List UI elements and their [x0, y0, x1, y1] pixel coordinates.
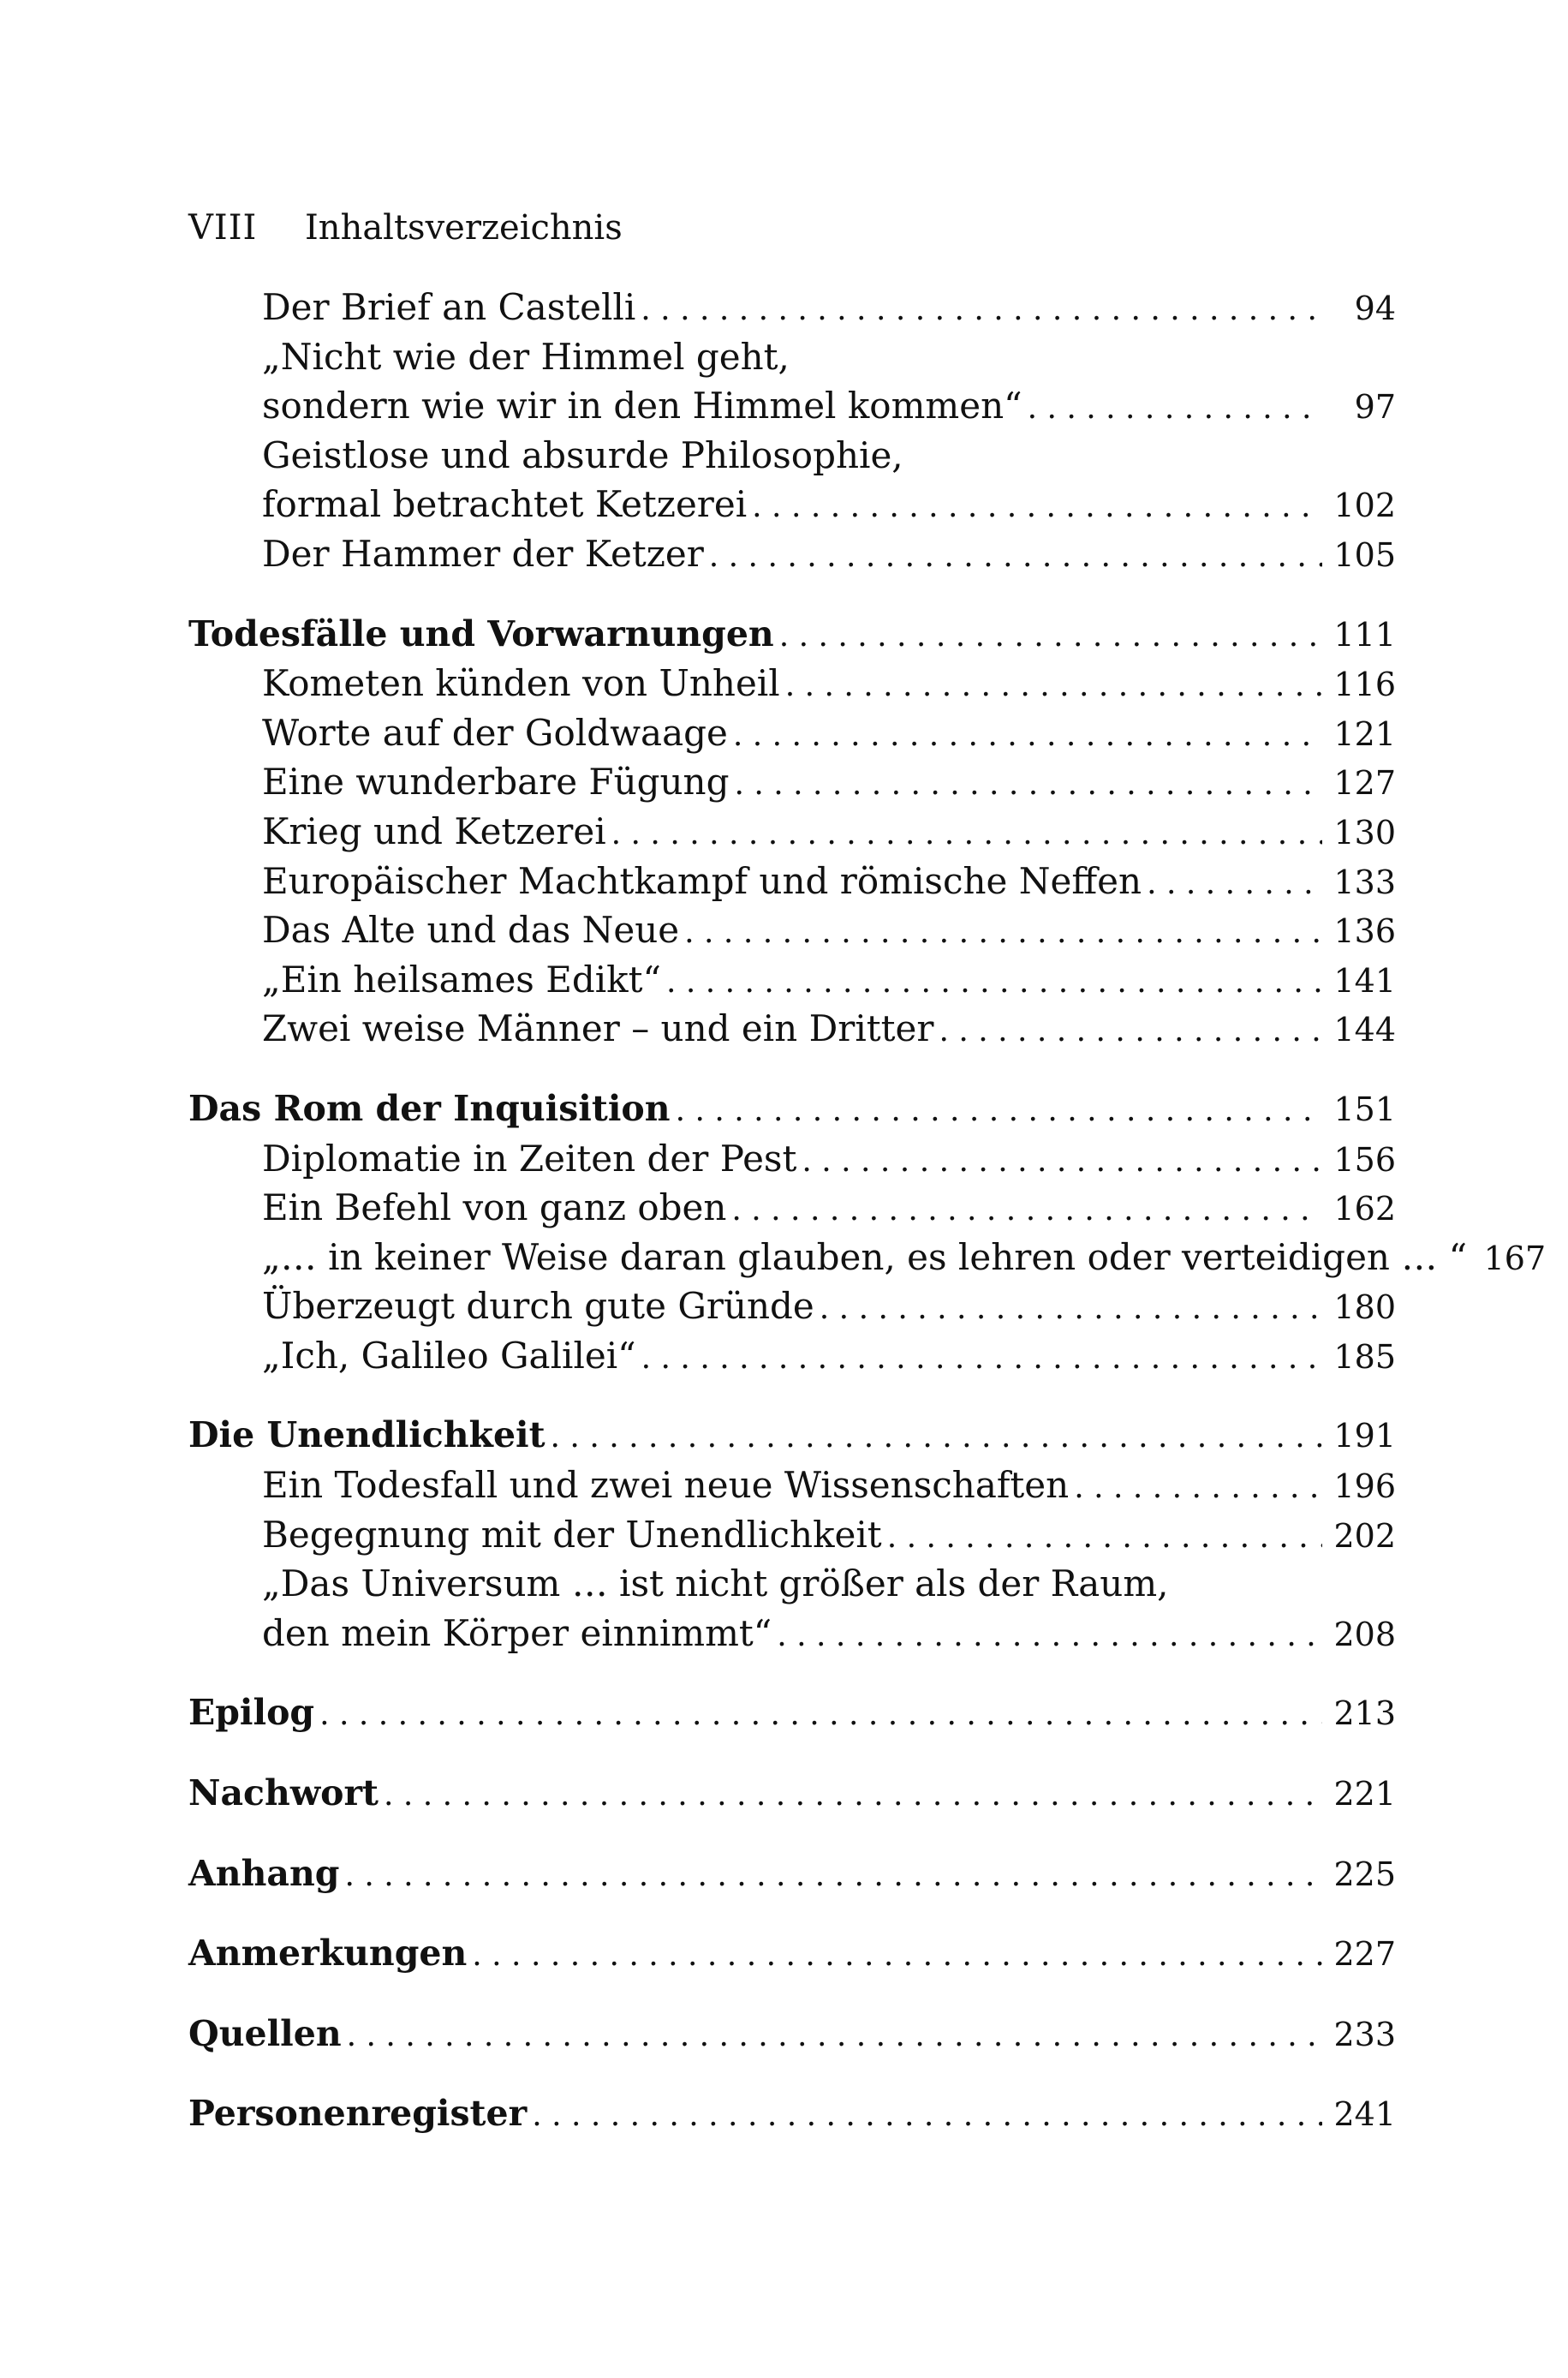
- toc-entry-title: „… in keiner Weise daran glauben, es lehren oder verteidigen … “: [262, 1235, 1468, 1278]
- toc-entry-page: 136: [1333, 912, 1396, 951]
- toc-entry: [188, 283, 1396, 332]
- toc-entry-page: 121: [1333, 714, 1396, 753]
- toc-entry: [188, 480, 1396, 529]
- toc-chapter-page: 227: [1333, 1935, 1396, 1974]
- toc-entry-title: Überzeugt durch gute Gründe: [262, 1285, 814, 1328]
- toc-entry-title: Begegnung mit der Unendlichkeit: [262, 1513, 882, 1556]
- toc-chapter-title: Das Rom der Inquisition: [188, 1087, 671, 1129]
- toc-entry-page: 202: [1333, 1516, 1396, 1555]
- toc-chapter-title: Anmerkungen: [188, 1933, 468, 1975]
- toc-entry-page: 116: [1333, 666, 1396, 704]
- toc-entry-title: „Ein heilsames Edikt“: [262, 958, 661, 1001]
- toc-entry-page: 162: [1333, 1190, 1396, 1228]
- leader-dots: [641, 1331, 1322, 1383]
- page-number: VIII: [188, 208, 258, 248]
- toc-entry-title: den mein Körper einnimmt“: [262, 1611, 772, 1654]
- toc-chapter-page: 151: [1333, 1090, 1396, 1128]
- toc-entry-page: 97: [1354, 388, 1396, 427]
- leader-dots: [939, 1004, 1322, 1056]
- leader-dots: [802, 1134, 1322, 1186]
- toc-entry: [188, 659, 1396, 708]
- leader-dots: [779, 610, 1322, 661]
- toc-entry-page: 102: [1333, 487, 1396, 525]
- toc-entry: [188, 1282, 1396, 1331]
- toc-entry-page: 185: [1333, 1337, 1396, 1376]
- toc-entry-page: 180: [1333, 1288, 1396, 1327]
- toc-chapter: [188, 1929, 1396, 1979]
- toc-chapter: [188, 1411, 1396, 1461]
- toc-chapter-title: Anhang: [188, 1852, 340, 1894]
- toc-entry-title: „Nicht wie der Himmel geht,: [262, 335, 790, 378]
- toc-chapter-page: 221: [1333, 1775, 1396, 1813]
- toc-entry-page: 208: [1333, 1615, 1396, 1653]
- toc-chapter: [188, 1849, 1396, 1899]
- leader-dots: [641, 283, 1322, 335]
- running-title: Inhaltsverzeichnis: [305, 208, 623, 248]
- toc-chapter: [188, 2010, 1396, 2059]
- toc-entry: [188, 757, 1396, 807]
- leader-dots: [777, 1609, 1322, 1661]
- toc-chapter: [188, 2089, 1396, 2139]
- toc-entry: [188, 332, 1396, 382]
- toc-chapter: [188, 1688, 1396, 1738]
- toc-entry: [188, 905, 1396, 955]
- toc-entry-title: Europäischer Machtkampf und römische Neffen: [262, 859, 1142, 902]
- table-of-contents: [188, 283, 1547, 2139]
- toc-entry-page: 133: [1333, 863, 1396, 901]
- toc-chapter-page: 111: [1333, 615, 1396, 654]
- leader-dots: [709, 529, 1322, 582]
- toc-chapter-page: 191: [1333, 1417, 1396, 1455]
- leader-dots: [532, 2089, 1322, 2141]
- toc-chapter-page: 233: [1333, 2015, 1396, 2053]
- toc-entry: [188, 431, 1396, 481]
- toc-entry-title: „Ich, Galileo Galilei“: [262, 1334, 636, 1377]
- toc-entry: [188, 1461, 1396, 1510]
- toc-entry-title: Eine wunderbare Fügung: [262, 761, 730, 804]
- toc-entry-title: Das Alte und das Neue: [262, 909, 680, 952]
- toc-chapter-title: Nachwort: [188, 1772, 379, 1814]
- toc-chapter-page: 241: [1333, 2095, 1396, 2134]
- leader-dots: [752, 480, 1322, 532]
- leader-dots: [735, 757, 1323, 810]
- toc-entry: [188, 1233, 1547, 1282]
- toc-entry-title: Ein Todesfall und zwei neue Wissenschaften: [262, 1464, 1070, 1507]
- toc-entry-title: Krieg und Ketzerei: [262, 810, 606, 852]
- toc-entry: [188, 529, 1396, 579]
- leader-dots: [344, 1849, 1322, 1901]
- toc-chapter: [188, 1084, 1396, 1134]
- toc-chapter-title: Personenregister: [188, 2093, 528, 2135]
- toc-entry: [188, 1134, 1396, 1184]
- toc-entry: [188, 1559, 1396, 1609]
- toc-entry-title: Geistlose und absurde Philosophie,: [262, 433, 903, 476]
- toc-entry-title: Worte auf der Goldwaage: [262, 711, 728, 754]
- toc-entry-page: 156: [1333, 1140, 1396, 1179]
- toc-entry-page: 144: [1333, 1011, 1396, 1049]
- leader-dots: [384, 1769, 1322, 1820]
- leader-dots: [666, 955, 1322, 1007]
- toc-entry: [188, 708, 1396, 758]
- toc-chapter: [188, 1769, 1396, 1819]
- leader-dots: [785, 659, 1322, 711]
- toc-entry-page: 127: [1333, 764, 1396, 803]
- leader-dots: [1147, 857, 1322, 909]
- leader-dots: [319, 1688, 1322, 1740]
- toc-chapter-title: Todesfälle und Vorwarnungen: [188, 612, 774, 654]
- toc-entry-page: 196: [1333, 1467, 1396, 1506]
- leader-dots: [733, 708, 1322, 761]
- toc-chapter-title: Quellen: [188, 2012, 342, 2054]
- toc-entry-page: 94: [1354, 290, 1396, 327]
- toc-entry-page: 130: [1333, 813, 1396, 851]
- toc-chapter-title: Epilog: [188, 1692, 315, 1734]
- toc-entry: [188, 1004, 1396, 1054]
- toc-entry-title: Ein Befehl von ganz oben: [262, 1186, 727, 1229]
- toc-entry-title: Diplomatie in Zeiten der Pest: [262, 1137, 797, 1180]
- toc-chapter-page: 225: [1333, 1855, 1396, 1893]
- toc-entry-title: Zwei weise Männer – und ein Dritter: [262, 1007, 934, 1050]
- toc-entry: [188, 1609, 1396, 1658]
- toc-entry: [188, 955, 1396, 1005]
- toc-entry-title: Der Hammer der Ketzer: [262, 532, 704, 575]
- toc-entry-page: 167: [1483, 1239, 1547, 1277]
- toc-entry: [188, 1331, 1396, 1381]
- leader-dots: [551, 1411, 1322, 1462]
- leader-dots: [1028, 381, 1322, 433]
- toc-entry-page: 141: [1333, 961, 1396, 1000]
- leader-dots: [887, 1510, 1322, 1562]
- toc-entry-title: formal betrachtet Ketzerei: [262, 483, 748, 526]
- leader-dots: [684, 905, 1322, 958]
- toc-entry: [188, 807, 1396, 857]
- toc-entry: [188, 857, 1396, 906]
- leader-dots: [347, 2010, 1322, 2061]
- leader-dots: [472, 1929, 1322, 1981]
- toc-entry: [188, 381, 1396, 431]
- leader-dots: [1074, 1461, 1322, 1513]
- toc-chapter-title: Die Unendlichkeit: [188, 1414, 546, 1456]
- toc-chapter: [188, 610, 1396, 660]
- toc-entry-title: „Das Universum … ist nicht größer als der Raum,: [262, 1562, 1169, 1605]
- leader-dots: [676, 1084, 1322, 1136]
- toc-entry: [188, 1183, 1396, 1233]
- toc-entry-title: Der Brief an Castelli: [262, 286, 636, 328]
- toc-entry: [188, 1510, 1396, 1560]
- toc-entry-page: 105: [1333, 535, 1396, 574]
- leader-dots: [611, 807, 1322, 859]
- running-header: [188, 204, 623, 252]
- toc-chapter-page: 213: [1333, 1694, 1396, 1733]
- toc-entry-title: Kometen künden von Unheil: [262, 662, 780, 705]
- leader-dots: [820, 1282, 1322, 1334]
- leader-dots: [731, 1183, 1322, 1235]
- toc-entry-title: sondern wie wir in den Himmel kommen“: [262, 385, 1022, 427]
